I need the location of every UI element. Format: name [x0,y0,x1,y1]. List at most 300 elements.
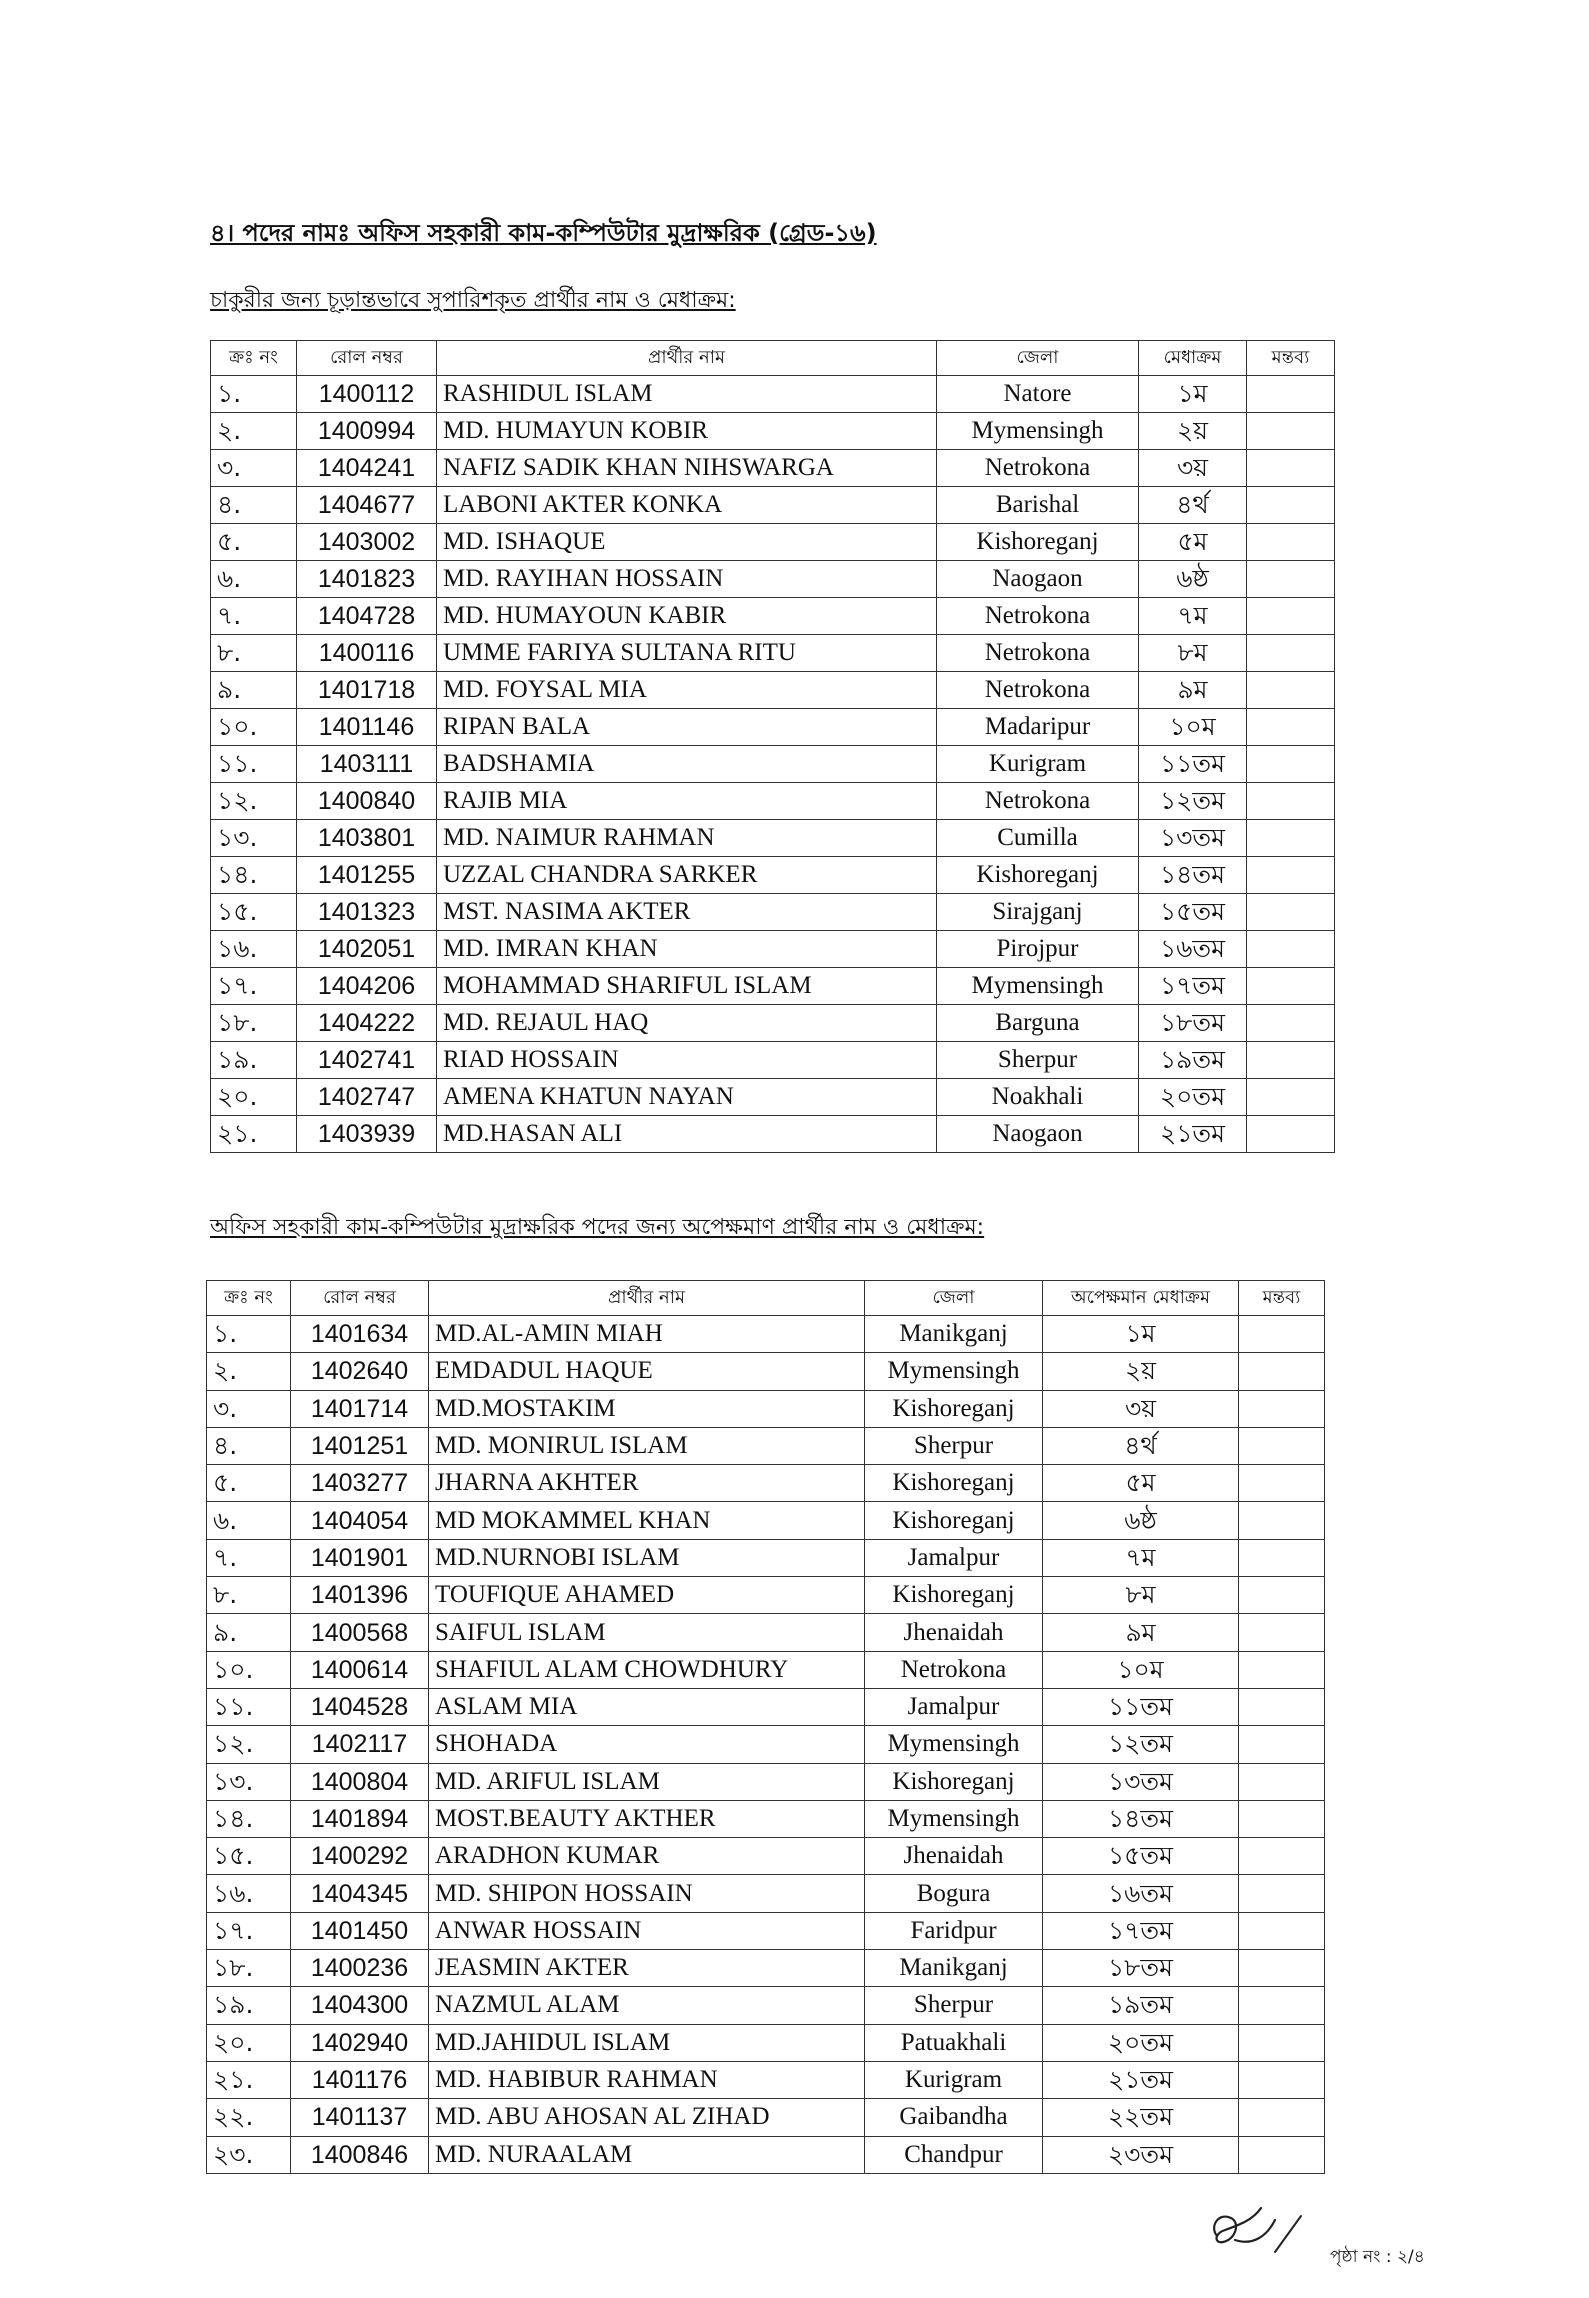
table-row [211,672,1335,709]
remark-cell [1239,1987,1325,2024]
district-cell: Cumilla [937,820,1139,857]
district-cell: Naogaon [937,561,1139,598]
candidate-name-cell: JHARNA AKHTER [429,1465,865,1502]
candidate-name-cell: RAJIB MIA [437,783,937,820]
merit-rank-cell: ৪র্থ [1043,1427,1239,1464]
district-cell: Netrokona [937,598,1139,635]
table-row [211,413,1335,450]
merit-rank-cell: ৮ম [1043,1577,1239,1614]
remark-cell [1247,1079,1335,1116]
candidate-name-cell: BADSHAMIA [437,746,937,783]
merit-rank-cell: ৮ম [1139,635,1247,672]
merit-rank-cell: ১৭তম [1043,1912,1239,1949]
candidate-name-cell: MD MOKAMMEL KHAN [429,1502,865,1539]
remark-cell [1247,857,1335,894]
merit-rank-cell: ৭ম [1139,598,1247,635]
serial-cell: ১২. [207,1726,291,1763]
table-row [207,1539,1325,1576]
table-header-row [211,341,1335,376]
merit-rank-cell: ২য় [1139,413,1247,450]
table-row [211,1116,1335,1153]
remark-cell [1239,2136,1325,2173]
table-row [211,746,1335,783]
roll-number-cell: 1401396 [291,1577,429,1614]
table-row [211,709,1335,746]
merit-rank-cell: ৯ম [1043,1614,1239,1651]
district-cell: Jamalpur [865,1688,1043,1725]
roll-number-cell: 1400994 [297,413,437,450]
table-row [211,968,1335,1005]
merit-rank-cell: ১৮তম [1139,1005,1247,1042]
serial-cell: ১. [207,1316,291,1353]
roll-number-cell: 1401823 [297,561,437,598]
serial-cell: ৩. [207,1390,291,1427]
roll-number-cell: 1402640 [291,1353,429,1390]
merit-rank-cell: ৪র্থ [1139,487,1247,524]
table-row [211,1042,1335,1079]
candidate-name-cell: UZZAL CHANDRA SARKER [437,857,937,894]
serial-cell: ২০. [207,2024,291,2061]
candidate-name-cell: EMDADUL HAQUE [429,1353,865,1390]
table-row [207,1875,1325,1912]
table-row [211,487,1335,524]
district-cell: Patuakhali [865,2024,1043,2061]
district-cell: Kishoreganj [865,1577,1043,1614]
candidate-name-cell: ARADHON KUMAR [429,1838,865,1875]
table-row [207,1912,1325,1949]
serial-cell: ৩. [211,450,297,487]
roll-number-cell: 1402051 [297,931,437,968]
merit-rank-cell: ১৫তম [1139,894,1247,931]
merit-rank-cell: ১৫তম [1043,1838,1239,1875]
table-row [207,1838,1325,1875]
candidate-name-cell: MD. SHIPON HOSSAIN [429,1875,865,1912]
roll-number-cell: 1403111 [297,746,437,783]
serial-cell: ১৪. [211,857,297,894]
roll-number-cell: 1401450 [291,1912,429,1949]
remark-cell [1239,2024,1325,2061]
column-header-waiting-merit: অপেক্ষমান মেধাক্রম [1043,1281,1239,1316]
district-cell: Barguna [937,1005,1139,1042]
candidate-name-cell: MST. NASIMA AKTER [437,894,937,931]
table-row [207,1763,1325,1800]
merit-rank-cell: ১০ম [1139,709,1247,746]
merit-rank-cell: ৩য় [1139,450,1247,487]
recommended-candidates-body [211,376,1335,1153]
merit-rank-cell: ১৬তম [1043,1875,1239,1912]
district-cell: Chandpur [865,2136,1043,2173]
district-cell: Netrokona [937,672,1139,709]
merit-rank-cell: ৫ম [1043,1465,1239,1502]
roll-number-cell: 1403002 [297,524,437,561]
roll-number-cell: 1402940 [291,2024,429,2061]
remark-cell [1239,1651,1325,1688]
roll-number-cell: 1401718 [297,672,437,709]
remark-cell [1247,1042,1335,1079]
candidate-name-cell: MD. ISHAQUE [437,524,937,561]
roll-number-cell: 1401901 [291,1539,429,1576]
serial-cell: ১৭. [211,968,297,1005]
candidate-name-cell: ASLAM MIA [429,1688,865,1725]
table-row [211,635,1335,672]
table-row [207,1353,1325,1390]
serial-cell: ২৩. [207,2136,291,2173]
remark-cell [1239,1614,1325,1651]
serial-cell: ২০. [211,1079,297,1116]
district-cell: Sherpur [865,1427,1043,1464]
remark-cell [1239,1726,1325,1763]
serial-cell: ১৩. [211,820,297,857]
serial-cell: ১৩. [207,1763,291,1800]
merit-rank-cell: ১১তম [1139,746,1247,783]
serial-cell: ২. [207,1353,291,1390]
remark-cell [1239,1577,1325,1614]
district-cell: Jhenaidah [865,1614,1043,1651]
serial-cell: ২. [211,413,297,450]
table-row [207,1614,1325,1651]
district-cell: Gaibandha [865,2099,1043,2136]
serial-cell: ১১. [211,746,297,783]
district-cell: Manikganj [865,1316,1043,1353]
table-row [207,2061,1325,2098]
district-cell: Kurigram [865,2061,1043,2098]
serial-cell: ১৫. [211,894,297,931]
table-row [207,1427,1325,1464]
merit-rank-cell: ৫ম [1139,524,1247,561]
remark-cell [1247,450,1335,487]
column-header-roll: রোল নম্বর [297,341,437,376]
page-number: পৃষ্ঠা নং : ২/৪ [1330,2247,1425,2267]
candidate-name-cell: MD. HUMAYUN KOBIR [437,413,937,450]
district-cell: Sherpur [937,1042,1139,1079]
district-cell: Jamalpur [865,1539,1043,1576]
district-cell: Mymensingh [865,1800,1043,1837]
candidate-name-cell: AMENA KHATUN NAYAN [437,1079,937,1116]
candidate-name-cell: MD. MONIRUL ISLAM [429,1427,865,1464]
table-row [211,598,1335,635]
remark-cell [1247,672,1335,709]
merit-rank-cell: ১৯তম [1139,1042,1247,1079]
waiting-candidates-table [206,1280,1325,2174]
candidate-name-cell: MD. FOYSAL MIA [437,672,937,709]
table-row [207,1651,1325,1688]
roll-number-cell: 1401255 [297,857,437,894]
remark-cell [1239,1390,1325,1427]
remark-cell [1247,1005,1335,1042]
district-cell: Bogura [865,1875,1043,1912]
merit-rank-cell: ১৯তম [1043,1987,1239,2024]
roll-number-cell: 1401894 [291,1800,429,1837]
remark-cell [1239,1502,1325,1539]
district-cell: Kishoreganj [865,1465,1043,1502]
table-row [211,931,1335,968]
remark-cell [1247,598,1335,635]
roll-number-cell: 1401146 [297,709,437,746]
district-cell: Mymensingh [865,1726,1043,1763]
serial-cell: ১৬. [211,931,297,968]
candidate-name-cell: NAFIZ SADIK KHAN NIHSWARGA [437,450,937,487]
district-cell: Netrokona [865,1651,1043,1688]
remark-cell [1247,968,1335,1005]
roll-number-cell: 1404206 [297,968,437,1005]
remark-cell [1239,1465,1325,1502]
table-row [211,894,1335,931]
remark-cell [1247,635,1335,672]
district-cell: Naogaon [937,1116,1139,1153]
handwritten-signature-icon [1205,2190,1325,2260]
serial-cell: ১৪. [207,1800,291,1837]
district-cell: Kishoreganj [937,857,1139,894]
table-row [211,857,1335,894]
serial-cell: ২১. [207,2061,291,2098]
remark-cell [1239,1353,1325,1390]
roll-number-cell: 1404054 [291,1502,429,1539]
remark-cell [1239,1316,1325,1353]
table-row [211,450,1335,487]
candidate-name-cell: MD.NURNOBI ISLAM [429,1539,865,1576]
district-cell: Mymensingh [937,413,1139,450]
remark-cell [1247,894,1335,931]
candidate-name-cell: MD. HABIBUR RAHMAN [429,2061,865,2098]
serial-cell: ৬. [211,561,297,598]
candidate-name-cell: MD. REJAUL HAQ [437,1005,937,1042]
candidate-name-cell: MD. ABU AHOSAN AL ZIHAD [429,2099,865,2136]
candidate-name-cell: MD.HASAN ALI [437,1116,937,1153]
remark-cell [1239,1427,1325,1464]
serial-cell: ৪. [207,1427,291,1464]
table-row [207,2024,1325,2061]
serial-cell: ১০. [211,709,297,746]
table-row [211,1005,1335,1042]
serial-cell: ৭. [211,598,297,635]
merit-rank-cell: ১৩তম [1043,1763,1239,1800]
district-cell: Netrokona [937,783,1139,820]
remark-cell [1239,1950,1325,1987]
merit-rank-cell: ১২তম [1043,1726,1239,1763]
merit-rank-cell: ২৩তম [1043,2136,1239,2173]
candidate-name-cell: ANWAR HOSSAIN [429,1912,865,1949]
district-cell: Mymensingh [865,1353,1043,1390]
table-row [207,1502,1325,1539]
post-title-heading: ৪। পদের নামঃ অফিস সহকারী কাম-কম্পিউটার মুদ্রাক্ষরিক (গ্রেড-১৬) [210,219,877,247]
candidate-name-cell: UMME FARIYA SULTANA RITU [437,635,937,672]
candidate-name-cell: RIPAN BALA [437,709,937,746]
roll-number-cell: 1404222 [297,1005,437,1042]
roll-number-cell: 1401634 [291,1316,429,1353]
remark-cell [1239,1763,1325,1800]
district-cell: Kishoreganj [865,1763,1043,1800]
column-header-remark: মন্তব্য [1239,1281,1325,1316]
remark-cell [1239,2099,1325,2136]
table-row [207,1390,1325,1427]
merit-rank-cell: ১৮তম [1043,1950,1239,1987]
remark-cell [1239,1875,1325,1912]
merit-rank-cell: ৬ষ্ঠ [1139,561,1247,598]
candidate-name-cell: MD. RAYIHAN HOSSAIN [437,561,937,598]
candidate-name-cell: MD. ARIFUL ISLAM [429,1763,865,1800]
roll-number-cell: 1401714 [291,1390,429,1427]
table-row [211,524,1335,561]
merit-rank-cell: ৬ষ্ঠ [1043,1502,1239,1539]
district-cell: Manikganj [865,1950,1043,1987]
table-row [207,1316,1325,1353]
recommended-candidates-table [210,340,1335,1153]
serial-cell: ১২. [211,783,297,820]
roll-number-cell: 1400568 [291,1614,429,1651]
serial-cell: ১৫. [207,1838,291,1875]
district-cell: Natore [937,376,1139,413]
remark-cell [1239,1539,1325,1576]
merit-rank-cell: ৩য় [1043,1390,1239,1427]
district-cell: Kishoreganj [865,1502,1043,1539]
merit-rank-cell: ১ম [1139,376,1247,413]
remark-cell [1247,931,1335,968]
district-cell: Madaripur [937,709,1139,746]
column-header-serial: ক্রঃ নং [211,341,297,376]
remark-cell [1247,783,1335,820]
district-cell: Sirajganj [937,894,1139,931]
roll-number-cell: 1402741 [297,1042,437,1079]
district-cell: Pirojpur [937,931,1139,968]
merit-rank-cell: ১ম [1043,1316,1239,1353]
serial-cell: ১০. [207,1651,291,1688]
remark-cell [1247,709,1335,746]
roll-number-cell: 1400236 [291,1950,429,1987]
candidate-name-cell: JEASMIN AKTER [429,1950,865,1987]
remark-cell [1239,1838,1325,1875]
district-cell: Kishoreganj [865,1390,1043,1427]
table-row [211,1079,1335,1116]
merit-rank-cell: ২১তম [1043,2061,1239,2098]
district-cell: Netrokona [937,450,1139,487]
serial-cell: ৮. [211,635,297,672]
serial-cell: ১৮. [211,1005,297,1042]
serial-cell: ১৬. [207,1875,291,1912]
roll-number-cell: 1404677 [297,487,437,524]
roll-number-cell: 1402747 [297,1079,437,1116]
merit-rank-cell: ১৬তম [1139,931,1247,968]
district-cell: Barishal [937,487,1139,524]
roll-number-cell: 1400840 [297,783,437,820]
district-cell: Mymensingh [937,968,1139,1005]
district-cell: Faridpur [865,1912,1043,1949]
column-header-remark: মন্তব্য [1247,341,1335,376]
merit-rank-cell: ১৭তম [1139,968,1247,1005]
serial-cell: ১৮. [207,1950,291,1987]
serial-cell: ৫. [207,1465,291,1502]
serial-cell: ১৭. [207,1912,291,1949]
merit-rank-cell: ৯ম [1139,672,1247,709]
roll-number-cell: 1400804 [291,1763,429,1800]
candidate-name-cell: NAZMUL ALAM [429,1987,865,2024]
table-row [211,376,1335,413]
district-cell: Jhenaidah [865,1838,1043,1875]
table-row [207,1577,1325,1614]
merit-rank-cell: ১২তম [1139,783,1247,820]
merit-rank-cell: ২০তম [1043,2024,1239,2061]
candidate-name-cell: SAIFUL ISLAM [429,1614,865,1651]
table-row [211,820,1335,857]
candidate-name-cell: SHOHADA [429,1726,865,1763]
remark-cell [1239,1912,1325,1949]
remark-cell [1247,820,1335,857]
serial-cell: ৯. [207,1614,291,1651]
roll-number-cell: 1404528 [291,1688,429,1725]
table-row [211,561,1335,598]
candidate-name-cell: MD. HUMAYOUN KABIR [437,598,937,635]
column-header-serial: ক্রঃ নং [207,1281,291,1316]
serial-cell: ৮. [207,1577,291,1614]
column-header-name: প্রার্থীর নাম [429,1281,865,1316]
remark-cell [1247,561,1335,598]
remark-cell [1247,1116,1335,1153]
remark-cell [1247,746,1335,783]
serial-cell: ৬. [207,1502,291,1539]
candidate-name-cell: RASHIDUL ISLAM [437,376,937,413]
roll-number-cell: 1403801 [297,820,437,857]
column-header-district: জেলা [937,341,1139,376]
serial-cell: ২১. [211,1116,297,1153]
roll-number-cell: 1401137 [291,2099,429,2136]
roll-number-cell: 1403277 [291,1465,429,1502]
table-row [207,1950,1325,1987]
table-row [207,1465,1325,1502]
table-row [207,1726,1325,1763]
serial-cell: ৭. [207,1539,291,1576]
roll-number-cell: 1404241 [297,450,437,487]
merit-rank-cell: ১৪তম [1139,857,1247,894]
roll-number-cell: 1400112 [297,376,437,413]
merit-rank-cell: ১০ম [1043,1651,1239,1688]
table-header-row [207,1281,1325,1316]
candidate-name-cell: MD. IMRAN KHAN [437,931,937,968]
roll-number-cell: 1401323 [297,894,437,931]
candidate-name-cell: MOHAMMAD SHARIFUL ISLAM [437,968,937,1005]
roll-number-cell: 1400846 [291,2136,429,2173]
candidate-name-cell: MOST.BEAUTY AKTHER [429,1800,865,1837]
recommended-candidates-subheading: চাকুরীর জন্য চূড়ান্তভাবে সুপারিশকৃত প্রার্থীর নাম ও মেধাক্রম: [210,288,736,313]
district-cell: Sherpur [865,1987,1043,2024]
column-header-district: জেলা [865,1281,1043,1316]
roll-number-cell: 1404728 [297,598,437,635]
candidate-name-cell: MD.MOSTAKIM [429,1390,865,1427]
merit-rank-cell: ৭ম [1043,1539,1239,1576]
roll-number-cell: 1401251 [291,1427,429,1464]
merit-rank-cell: ২য় [1043,1353,1239,1390]
candidate-name-cell: RIAD HOSSAIN [437,1042,937,1079]
roll-number-cell: 1400614 [291,1651,429,1688]
candidate-name-cell: MD.AL-AMIN MIAH [429,1316,865,1353]
serial-cell: ১. [211,376,297,413]
waiting-candidates-body [207,1316,1325,2174]
candidate-name-cell: SHAFIUL ALAM CHOWDHURY [429,1651,865,1688]
roll-number-cell: 1403939 [297,1116,437,1153]
merit-rank-cell: ১৩তম [1139,820,1247,857]
serial-cell: ৫. [211,524,297,561]
roll-number-cell: 1404300 [291,1987,429,2024]
remark-cell [1247,413,1335,450]
serial-cell: ৯. [211,672,297,709]
merit-rank-cell: ২১তম [1139,1116,1247,1153]
district-cell: Noakhali [937,1079,1139,1116]
roll-number-cell: 1400116 [297,635,437,672]
remark-cell [1247,524,1335,561]
column-header-roll: রোল নম্বর [291,1281,429,1316]
remark-cell [1239,1800,1325,1837]
candidate-name-cell: MD.JAHIDUL ISLAM [429,2024,865,2061]
column-header-name: প্রার্থীর নাম [437,341,937,376]
serial-cell: ১৯. [207,1987,291,2024]
